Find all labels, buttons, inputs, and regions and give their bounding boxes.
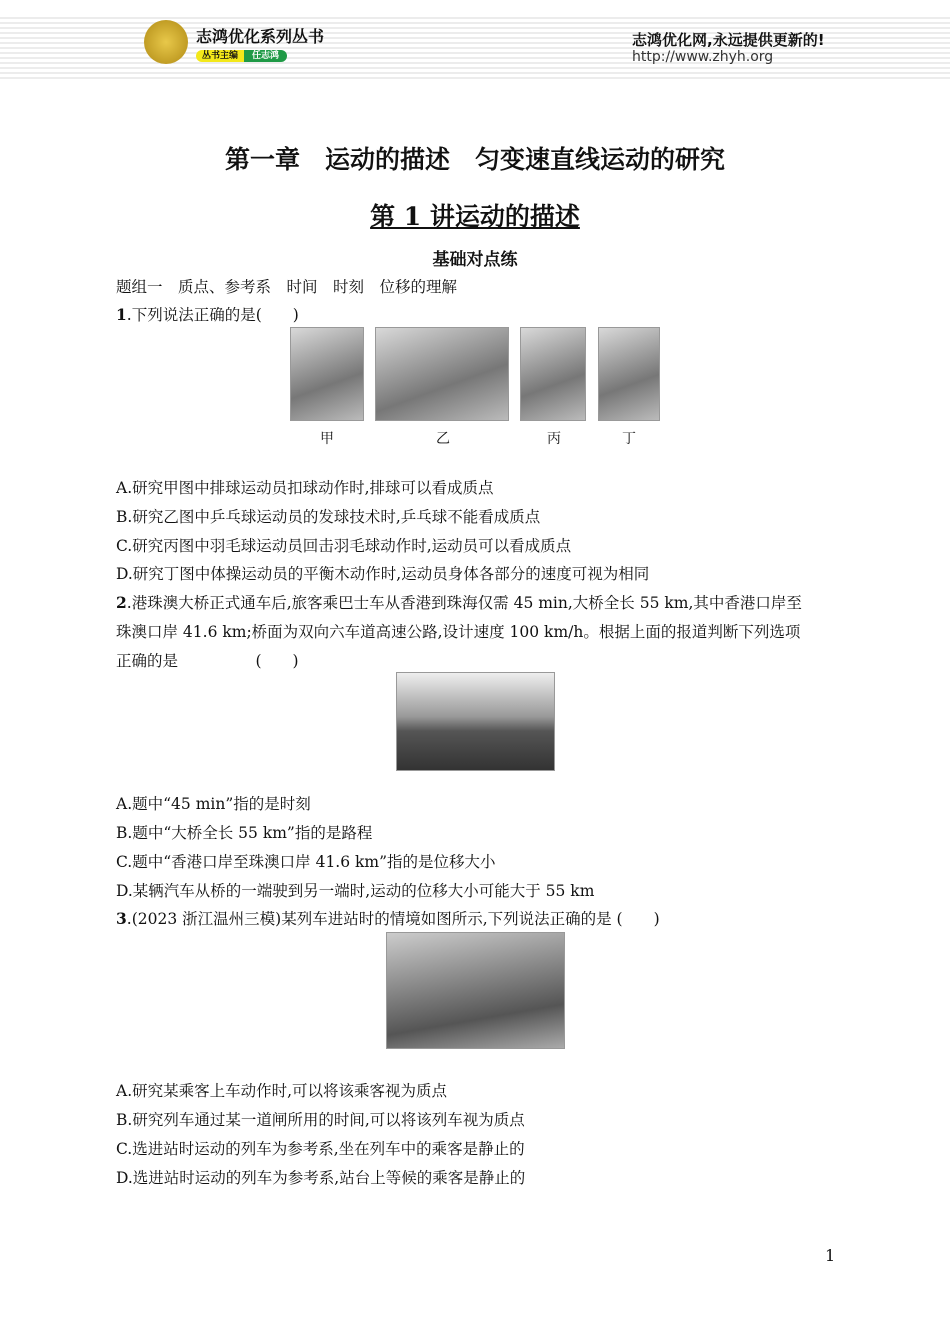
q1-option-b: B.研究乙图中乒乓球运动员的发球技术时,乒乓球不能看成质点 xyxy=(116,508,541,526)
q2-text: .港珠澳大桥正式通车后,旅客乘巴士车从香港到珠海仅需 45 min,大桥全长 55 km,其中香港口岸至 xyxy=(126,594,802,612)
header-url[interactable]: http://www.zhyh.org xyxy=(632,49,774,65)
q1-number: 1 xyxy=(116,305,127,324)
q3-stem xyxy=(116,907,660,929)
caption-yi: 乙 xyxy=(436,431,450,447)
q1-text: .下列说法正确的是( ) xyxy=(126,306,299,324)
balance-beam-photo xyxy=(598,327,660,421)
q2-stem-line2: 珠澳口岸 41.6 km;桥面为双向六车道高速公路,设计速度 100 km/h。根据上面的报道判断下列选项 xyxy=(116,623,801,641)
q2-option-a: A.题中“45 min”指的是时刻 xyxy=(116,795,311,813)
q1-option-c: C.研究丙图中羽毛球运动员回击羽毛球动作时,运动员可以看成质点 xyxy=(116,537,572,555)
series-title: 志鸿优化系列丛书 xyxy=(196,27,325,46)
badminton-photo xyxy=(520,327,586,421)
q2-stem-line1 xyxy=(116,591,802,613)
volleyball-photo xyxy=(290,327,364,421)
caption-bing: 丙 xyxy=(547,431,561,447)
header-slogan: 志鸿优化网,永远提供更新的! xyxy=(632,31,825,49)
train-photo xyxy=(386,932,565,1049)
q2-option-c: C.题中“香港口岸至珠澳口岸 41.6 km”指的是位移大小 xyxy=(116,853,496,871)
q2-option-b: B.题中“大桥全长 55 km”指的是路程 xyxy=(116,824,373,842)
q1-option-a: A.研究甲图中排球运动员扣球动作时,排球可以看成质点 xyxy=(116,479,494,497)
table-tennis-photo xyxy=(375,327,509,421)
chapter-title: 第一章 运动的描述 匀变速直线运动的研究 xyxy=(224,145,725,174)
page-number: 1 xyxy=(825,1246,836,1265)
editor-label: 丛书主编 xyxy=(196,50,244,62)
editor-badge xyxy=(196,48,287,61)
bridge-photo xyxy=(396,672,555,771)
q3-option-c: C.选进站时运动的列车为参考系,坐在列车中的乘客是静止的 xyxy=(116,1140,525,1158)
q3-option-d: D.选进站时运动的列车为参考系,站台上等候的乘客是静止的 xyxy=(116,1169,526,1187)
q3-option-b: B.研究列车通过某一道闸所用的时间,可以将该列车视为质点 xyxy=(116,1111,525,1129)
question-group-title: 题组一 质点、参考系 时间 时刻 位移的理解 xyxy=(116,278,458,296)
q2-option-d: D.某辆汽车从桥的一端驶到另一端时,运动的位移大小可能大于 55 km xyxy=(116,882,595,900)
section-title: 基础对点练 xyxy=(432,250,518,270)
q2-stem-line3: 正确的是 ( ) xyxy=(116,652,299,670)
q3-option-a: A.研究某乘客上车动作时,可以将该乘客视为质点 xyxy=(116,1082,448,1100)
q3-text: .(2023 浙江温州三模)某列车进站时的情境如图所示,下列说法正确的是 ( ) xyxy=(126,910,660,928)
caption-jia: 甲 xyxy=(320,431,334,447)
q2-number: 2 xyxy=(116,593,127,612)
editor-name: 任志鸿 xyxy=(244,50,287,62)
q3-number: 3 xyxy=(116,909,127,928)
q1-option-d: D.研究丁图中体操运动员的平衡木动作时,运动员身体各部分的速度可视为相同 xyxy=(116,565,650,583)
logo-seal-icon xyxy=(144,20,188,64)
q1-stem xyxy=(116,303,299,325)
lecture-title: 第 1 讲运动的描述 xyxy=(370,202,580,231)
caption-ding: 丁 xyxy=(622,431,636,447)
